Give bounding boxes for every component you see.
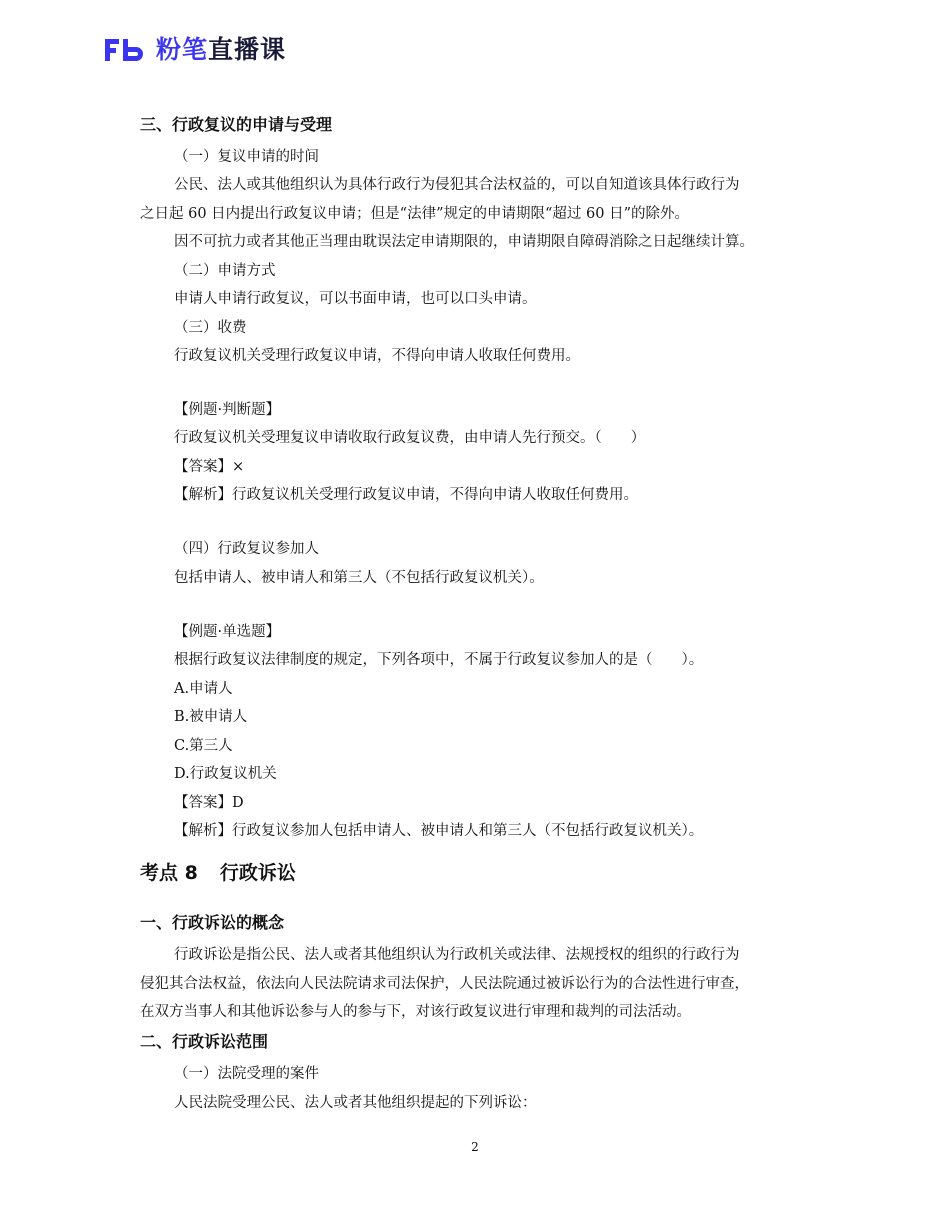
fenbi-logo-icon <box>104 37 148 63</box>
brand-name-live: 直播课 <box>208 35 287 64</box>
paragraph-line: 之日起 60 日内提出行政复议申请；但是“法律”规定的申请期限“超过 60 日”的除外。 <box>140 206 689 222</box>
subheading: （三）收费 <box>174 320 247 336</box>
paragraph-line: 行政复议机关受理行政复议申请，不得向申请人收取任何费用。 <box>174 348 580 364</box>
example-tag: 【例题·判断题】 <box>174 402 281 418</box>
example-tag: 【例题·单选题】 <box>174 624 281 640</box>
example-question: 根据行政复议法律制度的规定，下列各项中，不属于行政复议参加人的是（ ）。 <box>174 652 704 668</box>
example-question: 行政复议机关受理复议申请收取行政复议费，由申请人先行预交。（ ） <box>174 430 646 446</box>
option-c: C.第三人 <box>174 738 233 754</box>
subheading: （二）申请方式 <box>174 263 276 279</box>
option-a: A.申请人 <box>174 681 233 697</box>
topic-heading <box>140 860 296 886</box>
paragraph-line: 行政诉讼是指公民、法人或者其他组织认为行政机关或法律、法规授权的组织的行政行为 <box>174 947 740 963</box>
subheading: （一）复议申请的时间 <box>174 149 319 165</box>
paragraph-line: 因不可抗力或者其他正当理由耽误法定申请期限的，申请期限自障碍消除之日起继续计算。 <box>174 234 754 250</box>
section-heading: 一、行政诉讼的概念 <box>140 913 285 932</box>
paragraph-line: 人民法院受理公民、法人或者其他组织提起的下列诉讼： <box>174 1095 537 1111</box>
section-heading: 二、行政诉讼范围 <box>140 1032 269 1051</box>
option-d: D.行政复议机关 <box>174 766 277 782</box>
page-number: 2 <box>471 1140 479 1154</box>
brand-name <box>156 36 286 64</box>
brand-name-fenbi: 粉笔 <box>156 35 209 64</box>
paragraph-line: 在双方当事人和其他诉讼参与人的参与下，对该行政复议进行审理和裁判的司法活动。 <box>140 1004 691 1020</box>
example-answer: 【答案】× <box>174 459 245 475</box>
example-analysis: 【解析】行政复议机关受理行政复议申请，不得向申请人收取任何费用。 <box>174 487 638 503</box>
example-analysis: 【解析】行政复议参加人包括申请人、被申请人和第三人（不包括行政复议机关）。 <box>174 823 704 839</box>
paragraph-line: 申请人申请行政复议，可以书面申请，也可以口头申请。 <box>174 291 537 307</box>
example-answer: 【答案】D <box>174 795 244 811</box>
subheading: （四）行政复议参加人 <box>174 541 319 557</box>
topic-label: 考点 8 <box>140 862 198 884</box>
subheading: （一）法院受理的案件 <box>174 1066 319 1082</box>
paragraph-line: 侵犯其合法权益，依法向人民法院请求司法保护，人民法院通过被诉讼行为的合法性进行审查， <box>140 976 749 992</box>
option-b: B.被申请人 <box>174 709 248 725</box>
paragraph-line: 公民、法人或其他组织认为具体行政行为侵犯其合法权益的，可以自知道该具体行政行为 <box>174 177 740 193</box>
paragraph-line: 包括申请人、被申请人和第三人（不包括行政复议机关）。 <box>174 570 544 586</box>
section-heading: 三、行政复议的申请与受理 <box>140 115 333 134</box>
brand-logo <box>104 36 286 64</box>
topic-title: 行政诉讼 <box>219 862 296 884</box>
